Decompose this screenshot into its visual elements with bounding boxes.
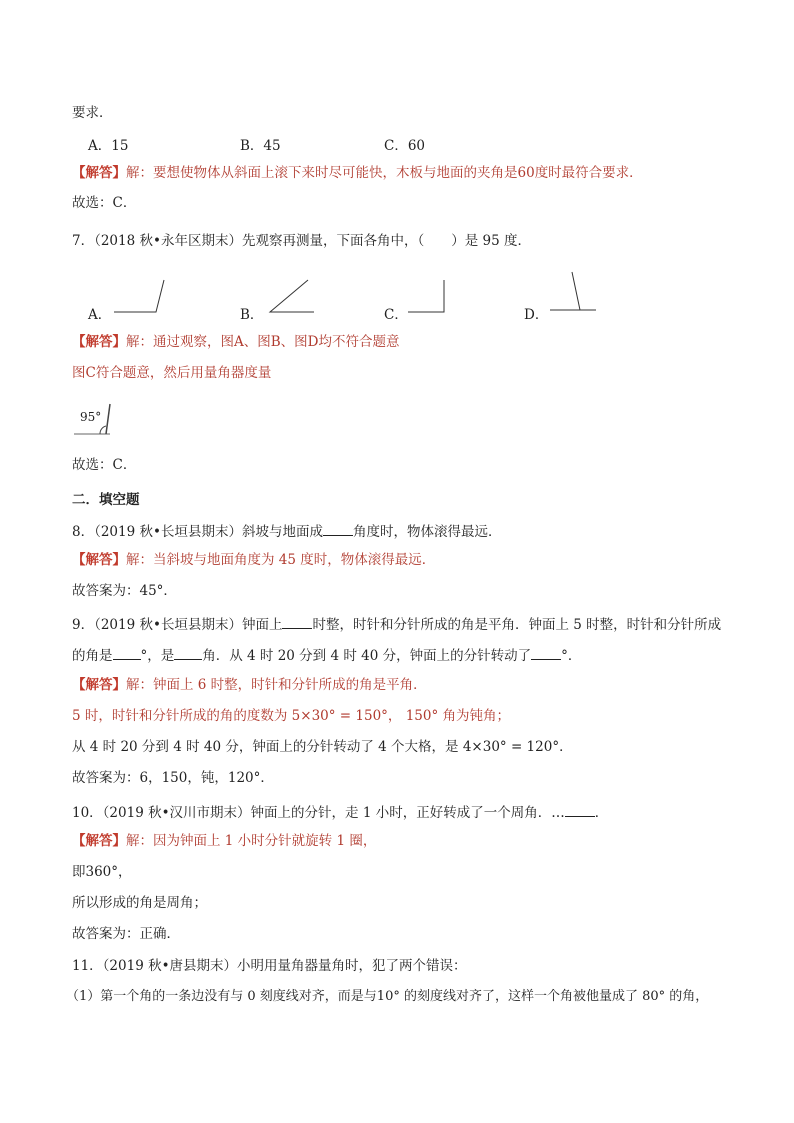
q8-blank [323, 521, 353, 536]
q8-final: 故答案为：45°． [72, 583, 177, 599]
q9-stem: 9．（2019 秋•长垣县期末）钟面上 时整，时针和分针所成的角是平角．钟面上 5 时整，时针和分针所成 [72, 614, 721, 634]
q6-choice: 故选：C． [72, 195, 137, 211]
q9-final: 故答案为：6，150，钝，120°． [72, 770, 274, 786]
q7-angle-c-icon [404, 276, 464, 316]
q7-stem: 7．（2018 秋•永年区期末）先观察再测量，下面各角中，（ ）是 95 度． [72, 233, 531, 249]
q7-angle-d-icon [546, 268, 606, 316]
q11-stem: 11．（2019 秋•唐县期末）小明用量角器量角时，犯了两个错误： [72, 958, 467, 974]
q7-angle-b-icon [264, 276, 324, 316]
q9-blank-4 [531, 645, 561, 660]
q6-option-b: B．45 [240, 138, 281, 154]
measure-label: 95° [80, 410, 102, 424]
q10-blank [565, 802, 595, 817]
q7-choice: 故选：C． [72, 457, 137, 473]
q9-answer-line2: 5 时，时针和分针所成的角的度数为 5×30° = 150°， 150° 角为钝角； [72, 708, 511, 724]
q9-blank-3 [174, 645, 202, 660]
q9-blank-1 [282, 614, 312, 629]
q10-answer-line3: 所以形成的角是周角； [72, 895, 207, 911]
q9-blank-2 [113, 645, 141, 660]
q10-answer: 【解答】解：因为钟面上 1 小时分针就旋转 1 圈， [72, 833, 377, 849]
q10-stem: 10．（2019 秋•汉川市期末）钟面上的分针，走 1 小时，正好转成了一个周角．… ． [72, 802, 608, 822]
q9-answer: 【解答】解：钟面上 6 时整，时针和分针所成的角是平角． [72, 677, 427, 693]
q7-answer: 【解答】解：通过观察，图A、图B、图D均不符合题意 [72, 334, 400, 350]
q7-option-d: D． [524, 307, 549, 323]
q7-option-c: C． [384, 307, 408, 323]
q8-answer: 【解答】解：当斜坡与地面角度为 45 度时，物体滚得最远． [72, 552, 436, 568]
q7-option-a: A． [88, 307, 112, 323]
q7-answer-line2: 图C符合题意，然后用量角器度量 [72, 365, 272, 381]
q11-line2: （1）第一个角的一条边没有与 0 刻度线对齐，而是与10° 的刻度线对齐了，这样一个角被他量成了 80° 的角， [66, 989, 709, 1004]
q6-option-c: C．60 [384, 138, 426, 154]
section-title: 二．填空题 [72, 492, 140, 508]
q7-option-b: B． [240, 307, 264, 323]
q10-final: 故答案为：正确． [72, 926, 180, 942]
q9-answer-line3: 从 4 时 20 分到 4 时 40 分，钟面上的分针转动了 4 个大格，是 4×30° = 120°． [72, 739, 573, 755]
q9-stem-line2: 的角是 °，是 角．从 4 时 20 分到 4 时 40 分，钟面上的分针转动了 °． [72, 645, 581, 665]
q6-option-a: A．15 [88, 138, 129, 154]
q10-answer-line2: 即360°， [72, 864, 132, 880]
q6-answer: 【解答】解：要想使物体从斜面上滚下来时尽可能快，木板与地面的夹角是60度时最符合要求． [72, 165, 643, 181]
q8-stem: 8．（2019 秋•长垣县期末）斜坡与地面成 角度时，物体滚得最远． [72, 521, 501, 541]
previous-question-tail: 要求． [72, 105, 113, 121]
q7-measure-figure [72, 400, 112, 438]
q7-angle-a-icon [110, 276, 170, 316]
